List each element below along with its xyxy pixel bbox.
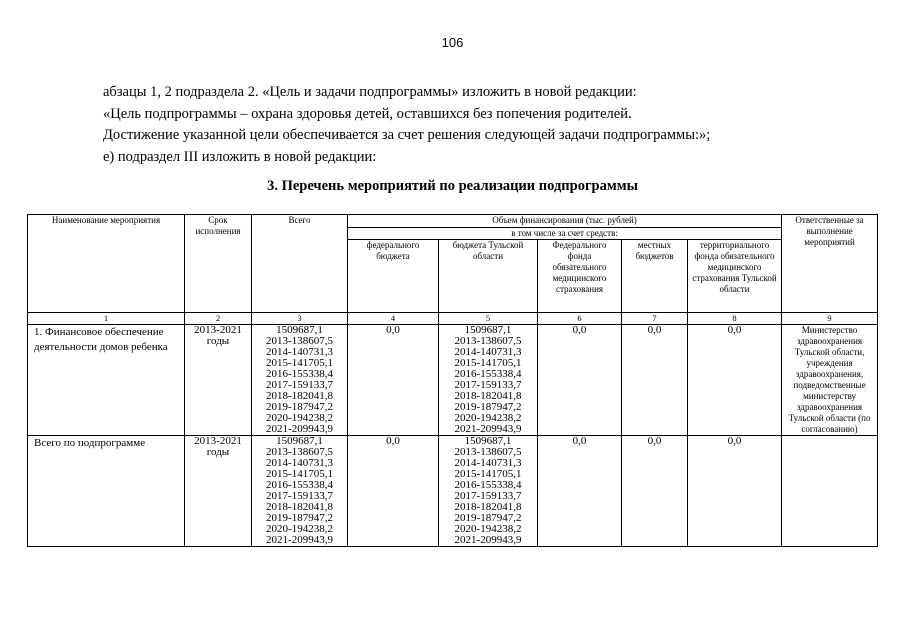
amount-line: 2018-182041,8 xyxy=(266,501,333,513)
column-number: 3 xyxy=(252,313,348,325)
amount-line: 2019-187947,2 xyxy=(454,401,522,413)
measure-local: 0,0 xyxy=(622,436,688,547)
amount-line: 2020-194238,2 xyxy=(266,412,333,424)
amount-line: 2016-155338,4 xyxy=(266,479,333,491)
amount-line: 1509687,1 xyxy=(276,324,323,336)
header-name: Наименование мероприятия xyxy=(28,215,185,313)
measure-total xyxy=(252,436,348,547)
amount-line: 2013-138607,5 xyxy=(266,335,333,347)
amount-line: 2014-140731,3 xyxy=(266,457,333,469)
header-local: местных бюджетов xyxy=(622,240,688,313)
amount-line: 2018-182041,8 xyxy=(454,501,522,513)
column-number: 6 xyxy=(538,313,622,325)
amount-line: 2015-141705,1 xyxy=(266,468,333,480)
intro-line: абзацы 1, 2 подраздела 2. «Цель и задачи подпрограммы» изложить в новой редакции: xyxy=(103,84,637,100)
amount-line: 2018-182041,8 xyxy=(266,390,333,402)
column-number: 1 xyxy=(28,313,185,325)
amount-line: 2017-159133,7 xyxy=(266,379,333,391)
amount-line: 2019-187947,2 xyxy=(266,401,333,413)
measure-responsible xyxy=(782,436,878,547)
amount-line: 2020-194238,2 xyxy=(454,412,522,424)
measure-federal-fund: 0,0 xyxy=(538,325,622,436)
amount-line: 2014-140731,3 xyxy=(454,457,522,469)
table-row xyxy=(28,436,878,547)
table-row xyxy=(28,325,878,436)
column-number: 9 xyxy=(782,313,878,325)
header-including: в том числе за счет средств: xyxy=(348,228,782,240)
amount-line: 2020-194238,2 xyxy=(454,523,522,535)
amount-line: 2016-155338,4 xyxy=(454,479,522,491)
amount-line: 2015-141705,1 xyxy=(454,357,522,369)
amount-line: 2016-155338,4 xyxy=(266,368,333,380)
amount-line: 2020-194238,2 xyxy=(266,523,333,535)
header-responsible: Ответственные за выполнение мероприятий xyxy=(782,215,878,313)
column-number: 7 xyxy=(622,313,688,325)
amount-line: 2013-138607,5 xyxy=(454,335,522,347)
amount-line: 2021-209943,9 xyxy=(266,534,333,546)
measure-territorial-fund: 0,0 xyxy=(688,325,782,436)
amount-line: 2017-159133,7 xyxy=(454,490,522,502)
measure-name: Всего по подпрограмме xyxy=(28,436,185,547)
intro-line: Достижение указанной цели обеспечивается за счет решения следующей задачи подпрограммы:»; xyxy=(103,127,711,143)
measure-local: 0,0 xyxy=(622,325,688,436)
amount-line: 2021-209943,9 xyxy=(454,423,522,435)
header-term: Срок исполнения xyxy=(185,215,252,313)
amount-line: 2019-187947,2 xyxy=(454,512,522,524)
header-federal: федерального бюджета xyxy=(348,240,439,313)
amount-line: 2015-141705,1 xyxy=(266,357,333,369)
amount-line: 2019-187947,2 xyxy=(266,512,333,524)
header-funding: Объем финансирования (тыс. рублей) xyxy=(348,215,782,228)
header-federal-fund: Федерального фонда обязательного медицинского страхования xyxy=(538,240,622,313)
header-total: Всего xyxy=(252,215,348,313)
amount-line: 1509687,1 xyxy=(464,435,512,447)
measure-regional xyxy=(439,436,538,547)
measure-regional xyxy=(439,325,538,436)
amount-line: 2014-140731,3 xyxy=(266,346,333,358)
section-title: 3. Перечень мероприятий по реализации подпрограммы xyxy=(267,178,638,194)
amount-line: 2021-209943,9 xyxy=(266,423,333,435)
amount-line: 2016-155338,4 xyxy=(454,368,522,380)
amount-line: 1509687,1 xyxy=(276,435,323,447)
column-numbers-row xyxy=(28,313,878,325)
column-number: 5 xyxy=(439,313,538,325)
intro-text xyxy=(103,82,803,168)
header-regional: бюджета Тульской области xyxy=(439,240,538,313)
intro-line: «Цель подпрограммы – охрана здоровья детей, оставшихся без попечения родителей. xyxy=(103,105,632,122)
column-number: 4 xyxy=(348,313,439,325)
measure-federal-fund: 0,0 xyxy=(538,436,622,547)
page-number: 106 xyxy=(441,35,464,50)
measure-territorial-fund: 0,0 xyxy=(688,436,782,547)
amount-line: 2018-182041,8 xyxy=(454,390,522,402)
measure-term: 2013-2021 годы xyxy=(185,436,252,547)
amount-line: 2017-159133,7 xyxy=(454,379,522,391)
column-number: 8 xyxy=(688,313,782,325)
intro-line: е) подраздел III изложить в новой редакции: xyxy=(103,148,377,165)
measure-federal: 0,0 xyxy=(348,436,439,547)
amount-line: 1509687,1 xyxy=(464,324,512,336)
amount-line: 2013-138607,5 xyxy=(454,446,522,458)
column-number: 2 xyxy=(185,313,252,325)
header-row xyxy=(28,215,878,228)
amount-line: 2013-138607,5 xyxy=(266,446,333,458)
measure-name: 1. Финансовое обеспечение деятельности домов ребенка xyxy=(28,325,185,436)
amount-line: 2017-159133,7 xyxy=(266,490,333,502)
measures-table xyxy=(27,214,878,547)
amount-line: 2014-140731,3 xyxy=(454,346,522,358)
measure-federal: 0,0 xyxy=(348,325,439,436)
amount-line: 2021-209943,9 xyxy=(454,534,522,546)
amount-line: 2015-141705,1 xyxy=(454,468,522,480)
measure-total xyxy=(252,325,348,436)
measure-term: 2013-2021 годы xyxy=(185,325,252,436)
header-territorial-fund: территориального фонда обязательного медицинского страхования Тульской области xyxy=(688,240,782,313)
measure-responsible: Министерство здравоохранения Тульской области, учреждения здравоохранения, подведомственные министерству здравоохранения Тульской области (по согласованию) xyxy=(782,325,878,436)
